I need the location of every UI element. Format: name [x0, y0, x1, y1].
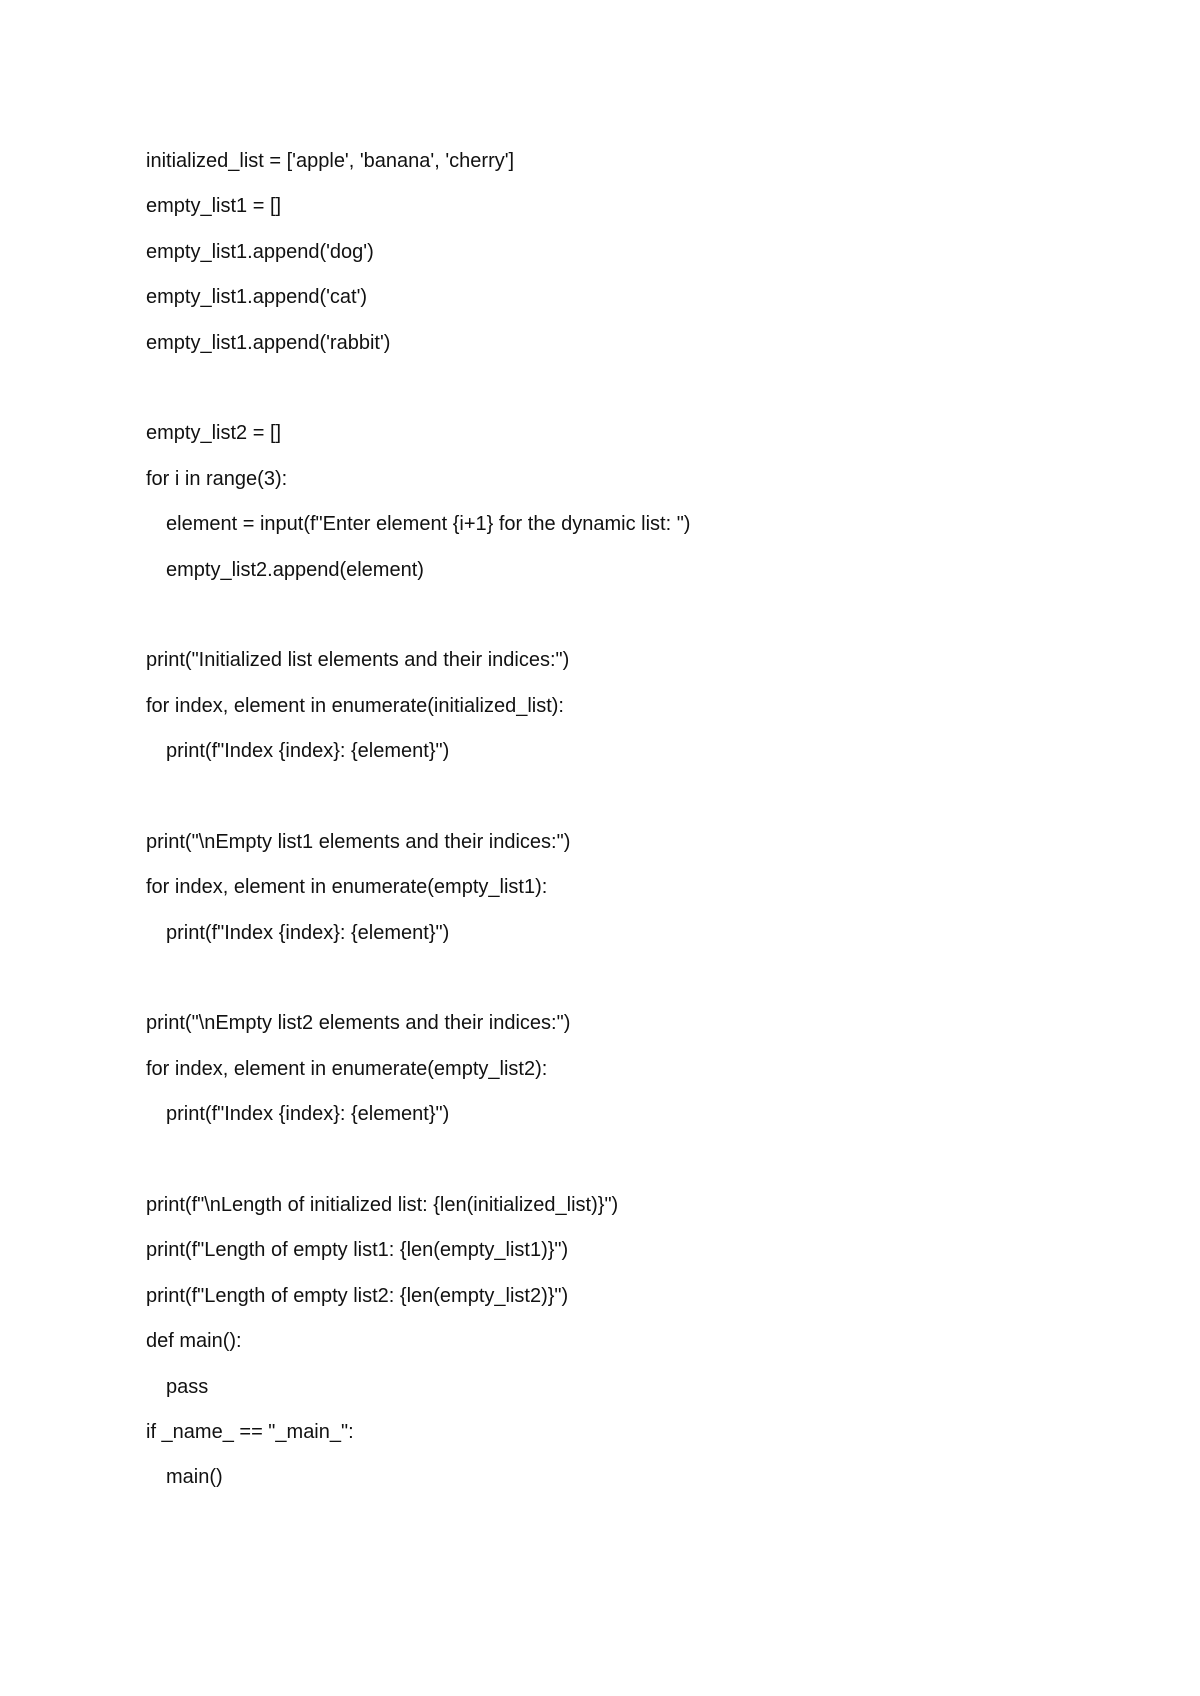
code-line: print("\nEmpty list1 elements and their indices:")	[146, 830, 571, 853]
code-line: for index, element in enumerate(empty_list1):	[146, 876, 548, 899]
code-line: empty_list1.append('cat')	[146, 286, 368, 309]
code-line: pass	[166, 1375, 209, 1398]
code-line: print(f"\nLength of initialized list: {len(initialized_list)}")	[146, 1193, 619, 1216]
code-line: def main():	[146, 1330, 242, 1353]
code-line: for i in range(3):	[146, 467, 288, 490]
blank-line	[146, 963, 1126, 1008]
code-line: initialized_list = ['apple', 'banana', 'cherry']	[146, 150, 515, 172]
code-line: print(f"Length of empty list1: {len(empty_list1)}")	[146, 1239, 569, 1262]
blank-line	[146, 781, 1126, 826]
code-line: empty_list1.append('rabbit')	[146, 331, 391, 354]
code-line: print("\nEmpty list2 elements and their indices:")	[146, 1012, 571, 1035]
code-line: for index, element in enumerate(initialized_list):	[146, 694, 564, 717]
blank-line	[146, 373, 1126, 418]
code-line: empty_list2 = []	[146, 422, 282, 445]
code-line: print(f"Index {index}: {element}")	[166, 740, 450, 763]
code-line: main()	[166, 1466, 223, 1489]
code-line: element = input(f"Enter element {i+1} for the dynamic list: ")	[166, 513, 691, 536]
code-block	[146, 146, 1126, 1508]
blank-line	[146, 1145, 1126, 1190]
code-line: for index, element in enumerate(empty_list2):	[146, 1057, 548, 1080]
code-line: empty_list1 = []	[146, 195, 282, 218]
code-line: print(f"Index {index}: {element}")	[166, 921, 450, 944]
code-line: print("Initialized list elements and their indices:")	[146, 649, 570, 672]
code-line: print(f"Index {index}: {element}")	[166, 1103, 450, 1126]
code-line: print(f"Length of empty list2: {len(empty_list2)}")	[146, 1284, 569, 1307]
code-line: empty_list2.append(element)	[166, 558, 424, 581]
code-line: empty_list1.append('dog')	[146, 240, 374, 263]
code-line: if _name_ == "_main_":	[146, 1420, 354, 1443]
blank-line	[146, 600, 1126, 645]
